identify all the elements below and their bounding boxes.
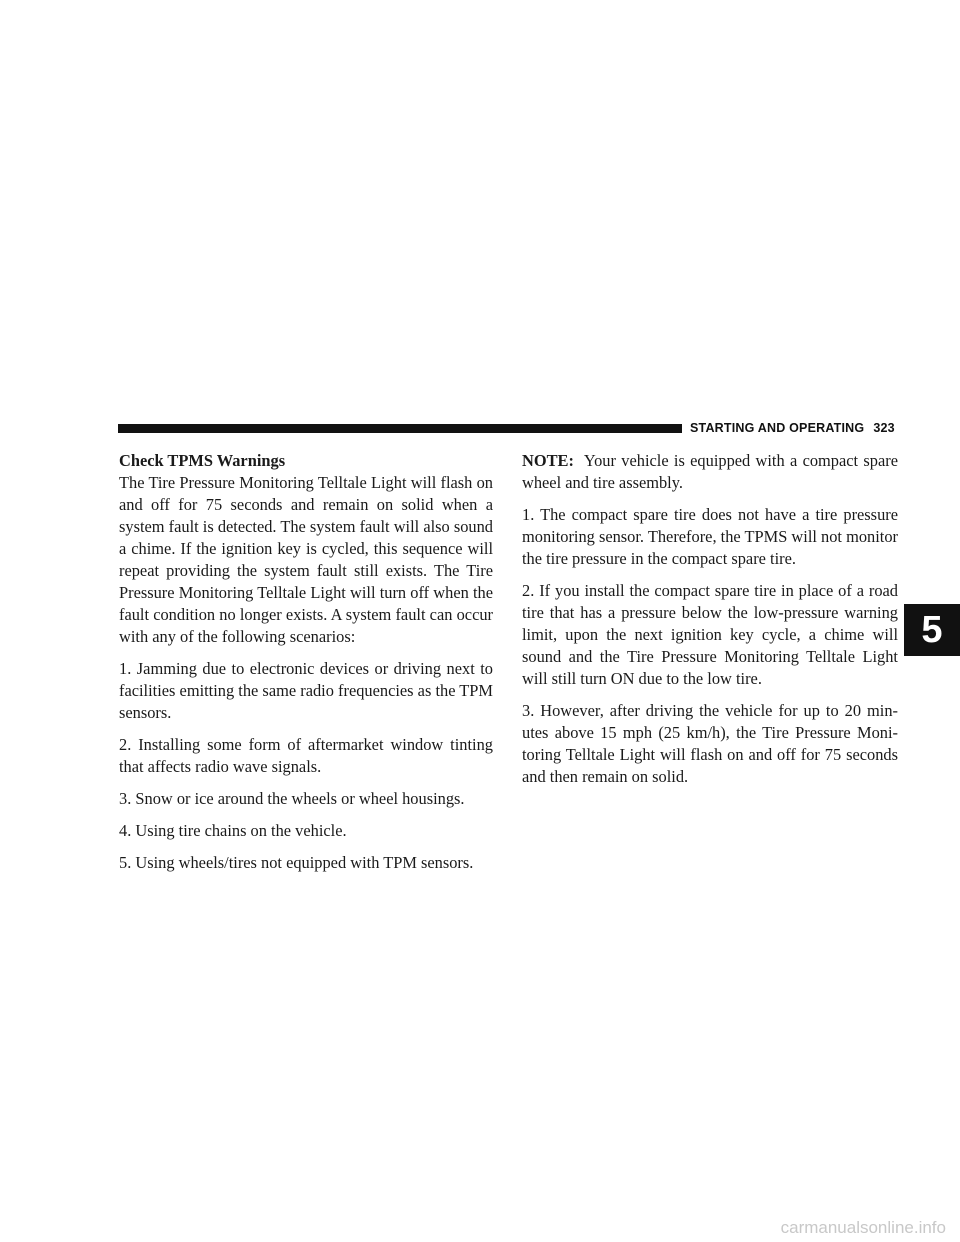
list-item: 2. If you install the compact spare tire in place of a road tire that has a pressure below the low-pressure warning limit, upon the next ignition key cycle, a chime will sound and the Tire Pressure Monitoring Telltale Light will still turn ON due to the low tire.: [522, 581, 898, 688]
list-item: 2. Installing some form of aftermarket window tinting that affects radio wave signals.: [119, 735, 493, 776]
watermark: carmanualsonline.info: [780, 1218, 946, 1237]
chapter-tab: 5: [904, 604, 960, 656]
list-item: 4. Using tire chains on the vehicle.: [119, 821, 347, 840]
header-rule: [118, 424, 682, 433]
page-number: 323: [873, 421, 895, 435]
list-item: 1. The compact spare tire does not have a tire pressure monitoring sensor. Therefore, the TPMS will not monitor the tire pressure in the compact spare tire.: [522, 505, 898, 568]
intro-paragraph: The Tire Pressure Monitoring Telltale Light will flash on and off for 75 seconds and remain on solid when a system fault is detected. The system fault will also sound a chime. If the ignition key is cycled, this sequence will repeat providing the system fault still exists. The Tire Pressure Monitoring Telltale Light will turn off when the fault condition no longer exists. A system fault can occur with any of the following scenarios:: [119, 473, 493, 646]
list-item: 1. Jamming due to electronic devices or driving next to facilities emitting the same radio frequencies as the TPM sensors.: [119, 659, 493, 722]
note-text: Your vehicle is equipped with a compact spare wheel and tire assembly.: [522, 451, 898, 492]
section-heading: Check TPMS Warnings: [119, 451, 286, 470]
list-item: 3. Snow or ice around the wheels or wheel housings.: [119, 789, 465, 808]
left-column: [119, 450, 493, 884]
section-title: STARTING AND OPERATING: [690, 421, 865, 435]
right-column: [522, 450, 898, 798]
note-label: NOTE:: [522, 451, 574, 470]
list-item: 3. However, after driving the vehicle for up to 20 min-utes above 15 mph (25 km/h), the Tire Pressure Moni-toring Telltale Light will flash on and off for 75 seconds and then remain on solid.: [522, 701, 898, 786]
running-header: [690, 421, 895, 435]
list-item: 5. Using wheels/tires not equipped with TPM sensors.: [119, 853, 474, 872]
note-paragraph: [522, 450, 898, 494]
